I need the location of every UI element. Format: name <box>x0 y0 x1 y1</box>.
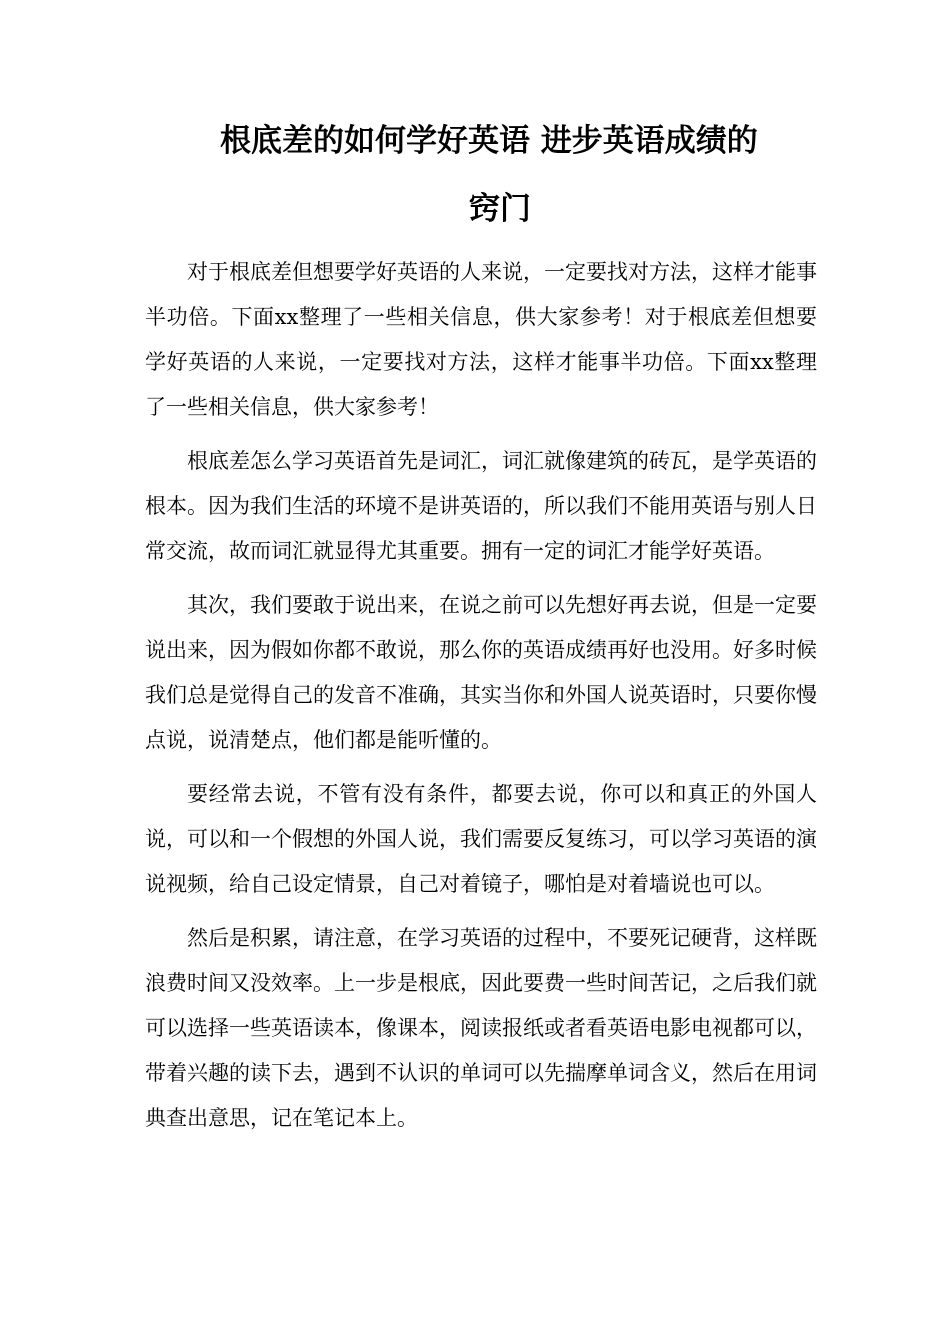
paragraph-3: 其次，我们要敢于说出来，在说之前可以先想好再去说，但是一定要说出来，因为假如你都不敢说，那么你的英语成绩再好也没用。好多时候我们总是觉得自己的发音不准确，其实当你和外国人说英语时，只要你慢点说，说清楚点，他们都是能听懂的。 <box>145 593 817 752</box>
document-title-line-2: 窍门 <box>469 191 531 227</box>
paragraph-5: 然后是积累，请注意，在学习英语的过程中，不要死记硬背，这样既浪费时间又没效率。上一步是根底，因此要费一些时间苦记，之后我们就可以选择一些英语读本，像课本，阅读报纸或者看英语电影电视都可以，带着兴趣的读下去，遇到不认识的单词可以先揣摩单词含义，然后在用词典查出意思，记在笔记本上。 <box>145 926 817 1130</box>
paragraph-2: 根底差怎么学习英语首先是词汇，词汇就像建筑的砖瓦，是学英语的根本。因为我们生活的环境不是讲英语的，所以我们不能用英语与别人日常交流，故而词汇就显得尤其重要。拥有一定的词汇才能学好英语。 <box>145 449 817 563</box>
paragraph-1: 对于根底差但想要学好英语的人来说，一定要找对方法，这样才能事半功倍。下面xx整理了一些相关信息，供大家参考！对于根底差但想要学好英语的人来说，一定要找对方法，这样才能事半功倍。下面xx整理了一些相关信息，供大家参考！ <box>145 260 817 419</box>
document-title-line-1: 根底差的如何学好英语 进步英语成绩的 <box>220 123 758 159</box>
document-body <box>145 250 817 1150</box>
paragraph-4: 要经常去说，不管有没有条件，都要去说，你可以和真正的外国人说，可以和一个假想的外国人说，我们需要反复练习，可以学习英语的演说视频，给自己设定情景，自己对着镜子，哪怕是对着墙说也可以。 <box>145 782 817 896</box>
